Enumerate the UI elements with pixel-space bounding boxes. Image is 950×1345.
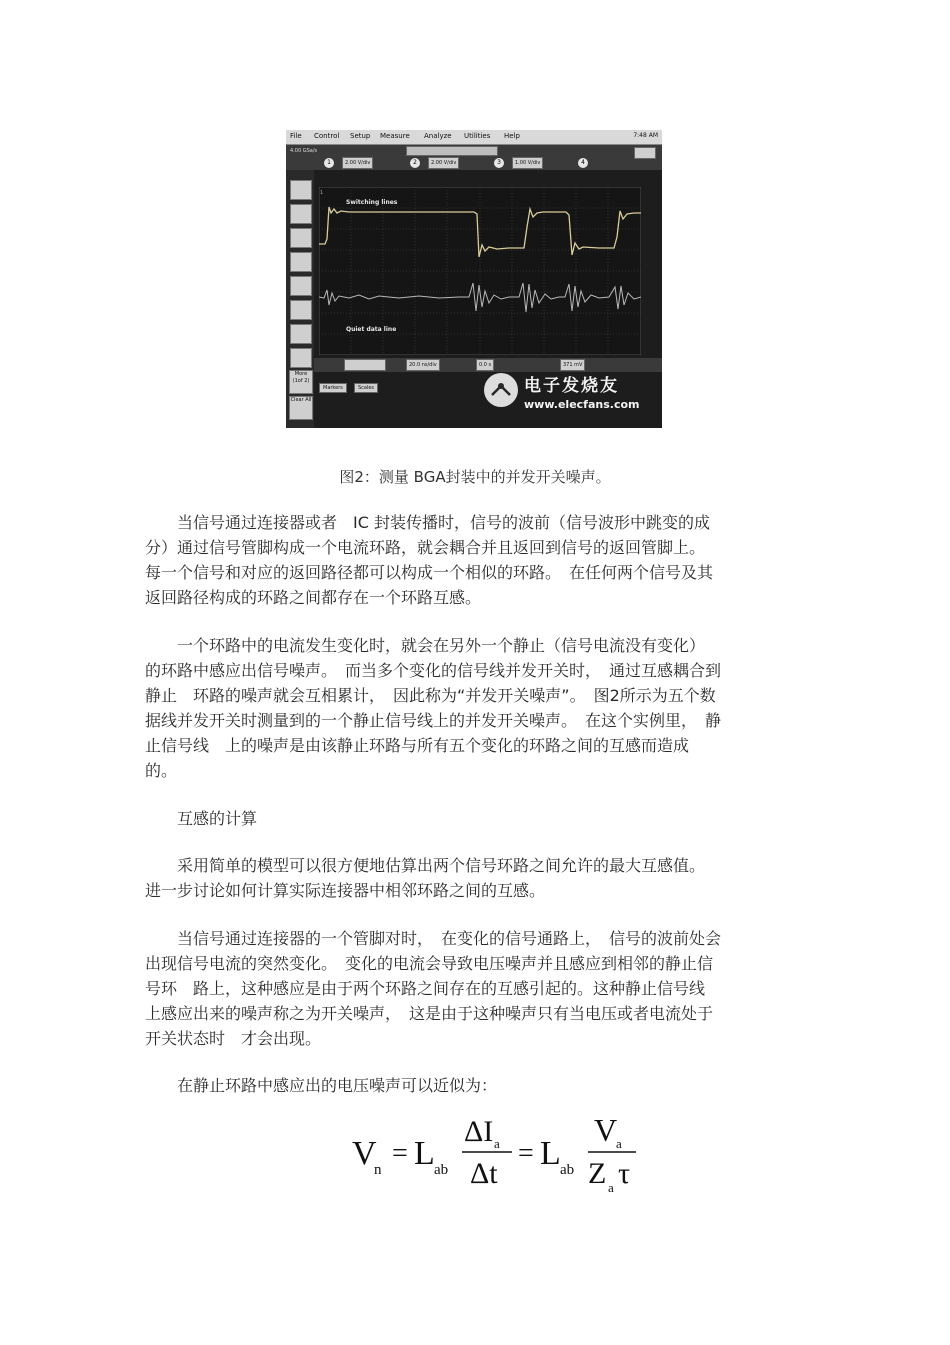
scope-channel-bar — [286, 145, 662, 170]
channel-4-number: 4 — [578, 158, 588, 168]
paragraph-5 — [145, 1073, 815, 1098]
paragraph-line: 出现信号电流的突然变化。 变化的电流会导致电压噪声并且感应到相邻的静止信 — [145, 954, 714, 973]
waveform-button — [290, 204, 312, 224]
formula-num-2-sub: a — [616, 1136, 622, 1151]
elecfans-logo-icon — [484, 373, 518, 407]
svg-text:1: 1 — [320, 190, 324, 196]
menu-utilities: Utilities — [464, 132, 491, 140]
paragraph-line: 的。 — [145, 761, 178, 780]
watermark-chinese: 电子发烧友 — [524, 376, 619, 396]
run-controls — [344, 359, 386, 371]
formula-num-2: V — [594, 1112, 618, 1148]
scope-clock: 7:48 AM — [633, 132, 658, 139]
channel-1-scale: 2.00 V/div — [342, 157, 373, 169]
formula-den-2: Z — [588, 1157, 607, 1190]
menu-control: Control — [314, 132, 340, 140]
more-button: More (1of 2) — [289, 370, 313, 394]
waveform-button — [290, 324, 312, 344]
paragraph-line: 返回路径构成的环路之间都存在一个环路互感。 — [145, 588, 482, 607]
paragraph-line: 静止 环路的噪声就会互相累计， 因此称为“并发开关噪声”。 图2所示为五个数 — [145, 686, 716, 705]
tab-markers: Markers — [319, 383, 347, 393]
section-heading-text: 互感的计算 — [145, 809, 258, 828]
window-controls — [634, 147, 656, 159]
paragraph-line: 进一步讨论如何计算实际连接器中相邻环路之间的互感。 — [145, 881, 546, 900]
trigger-bar — [406, 146, 498, 156]
section-heading — [145, 806, 815, 831]
formula-den-2-tail: τ — [618, 1157, 631, 1190]
waveform-button — [290, 252, 312, 272]
waveform-button — [290, 276, 312, 296]
watermark-url: www.elecfans.com — [524, 398, 640, 411]
timebase-value: 20.0 ns/div — [406, 359, 440, 371]
formula-lhs-sub: n — [374, 1162, 382, 1178]
formula-num-1: ΔI — [464, 1115, 494, 1148]
menu-analyze: Analyze — [424, 132, 452, 140]
trigger-level-value: 371 mV — [560, 359, 585, 371]
menu-setup: Setup — [350, 132, 371, 140]
paragraph-line: 分）通过信号管脚构成一个电流环路，就会耦合并且返回到信号的返回管脚上。 — [145, 538, 706, 557]
paragraph-line: 的环路中感应出信号噪声。 而当多个变化的信号线并发开关时， 通过互感耦合到 — [145, 661, 722, 680]
formula-lhs: V — [352, 1135, 377, 1172]
channel-2-scale: 2.00 V/div — [428, 157, 459, 169]
paragraph-3 — [145, 853, 815, 903]
paragraph-line: 止信号线 上的噪声是由该静止环路与所有五个变化的环路之间的互感而造成 — [145, 736, 690, 755]
channel-3-number: 3 — [494, 158, 504, 168]
scope-side-panel — [286, 170, 314, 428]
channel-1-number: 1 — [324, 158, 334, 168]
paragraph-line: 在静止环路中感应出的电压噪声可以近似为： — [145, 1076, 498, 1095]
oscilloscope-figure — [286, 130, 662, 428]
elecfans-watermark — [484, 369, 654, 419]
paragraph-line: 开关状态时 才会出现。 — [145, 1029, 322, 1048]
sample-rate: 4.00 GSa/s — [290, 148, 318, 154]
paragraph-1 — [145, 510, 815, 610]
formula-eq-1: = — [392, 1138, 408, 1169]
formula-den-2-sub: a — [608, 1180, 614, 1195]
paragraph-line: 一个环路中的电流发生变化时，就会在另外一个静止（信号电流没有变化） — [145, 636, 706, 655]
noise-formula — [352, 1108, 652, 1198]
delay-value: 0.0 s — [476, 359, 494, 371]
paragraph-line: 每一个信号和对应的返回路径都可以构成一个相似的环路。 在任何两个信号及其 — [145, 563, 714, 582]
figure-caption: 图2：测量 BGA封装中的并发开关噪声。 — [339, 468, 611, 486]
waveform-button — [290, 228, 312, 248]
scope-tabs — [319, 374, 380, 391]
menu-file: File — [290, 132, 302, 140]
formula-L-1: L — [414, 1135, 435, 1172]
paragraph-4 — [145, 926, 815, 1051]
channel-3-scale: 1.00 V/div — [512, 157, 543, 169]
formula-den-1: Δt — [470, 1157, 498, 1190]
clear-all-button: Clear All — [289, 396, 313, 420]
menu-measure: Measure — [380, 132, 410, 140]
formula-eq-2: = — [518, 1138, 534, 1169]
formula-num-1-sub: a — [494, 1136, 500, 1151]
paragraph-line: 号环 路上，这种感应是由于两个环路之间存在的互感引起的。这种静止信号线 — [145, 979, 706, 998]
formula-L-sub-2: ab — [560, 1162, 575, 1178]
waveform-button — [290, 348, 312, 368]
quiet-data-line-label: Quiet data line — [346, 326, 397, 333]
paragraph-line: 据线并发开关时测量到的一个静止信号线上的并发开关噪声。 在这个实例里， 静 — [145, 711, 722, 730]
paragraph-2 — [145, 633, 815, 783]
scope-menubar — [286, 130, 662, 145]
paragraph-line: 当信号通过连接器的一个管脚对时， 在变化的信号通路上， 信号的波前处会 — [145, 929, 722, 948]
paragraph-line: 采用简单的模型可以很方便地估算出两个信号环路之间允许的最大互感值。 — [145, 856, 706, 875]
switching-lines-label: Switching lines — [346, 199, 398, 206]
paragraph-line: 上感应出来的噪声称之为开关噪声， 这是由于这种噪声只有当电压或者电流处于 — [145, 1004, 714, 1023]
waveform-button — [290, 300, 312, 320]
tab-scales: Scales — [354, 383, 378, 393]
channel-2-number: 2 — [410, 158, 420, 168]
paragraph-line: 当信号通过连接器或者 IC 封装传播时，信号的波前（信号波形中跳变的成 — [145, 513, 710, 532]
waveform-button — [290, 180, 312, 200]
formula-L-sub-1: ab — [434, 1162, 449, 1178]
menu-help: Help — [504, 132, 520, 140]
formula-L-2: L — [540, 1135, 561, 1172]
